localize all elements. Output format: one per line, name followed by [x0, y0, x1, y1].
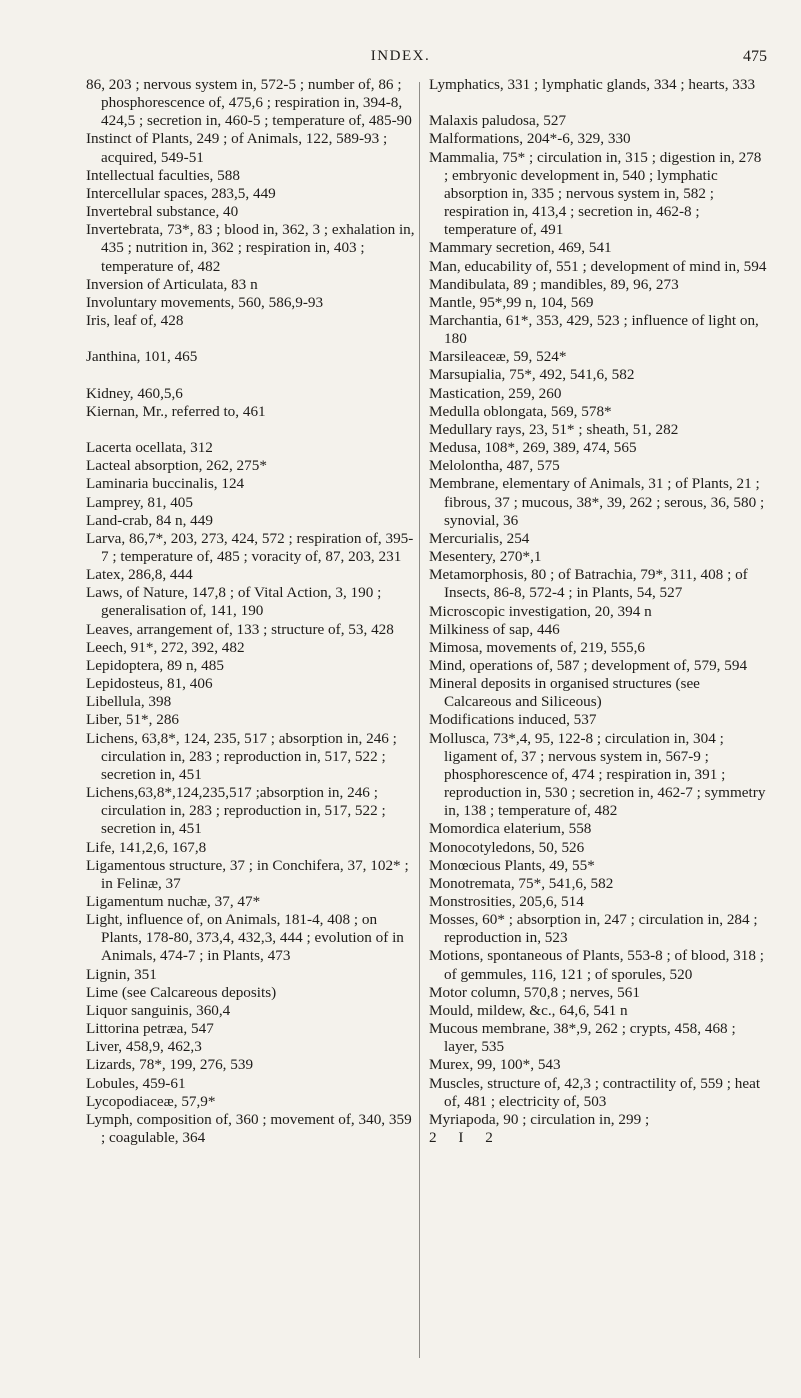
index-entry: Lymph, composition of, 360 ; movement of, 340, 359 ; coagulable, 364	[86, 1110, 412, 1147]
index-entry: Marsupialia, 75*, 492, 541,6, 582	[429, 366, 635, 384]
index-entry: Medullary rays, 23, 51* ; sheath, 51, 282	[429, 420, 679, 438]
index-entry: Kidney, 460,5,6	[86, 384, 183, 402]
index-column-left	[86, 76, 418, 1147]
index-entry: Mantle, 95*,99 n, 104, 569	[429, 293, 594, 311]
index-entry: Murex, 99, 100*, 543	[429, 1056, 561, 1074]
index-entry: Lymphatics, 331 ; lymphatic glands, 334 ; hearts, 333	[429, 76, 756, 93]
index-entry: Lichens,63,8*,124,235,517 ;absorption in, 246 ; circulation in, 283 ; reproduction in, 517, 522 ; secretion in, 451	[86, 784, 386, 838]
index-entry: Leaves, arrangement of, 133 ; structure of, 53, 428	[86, 620, 394, 638]
index-entry: Lime (see Calcareous deposits)	[86, 983, 277, 1001]
index-entry: Mercurialis, 254	[429, 529, 530, 547]
index-entry: Lizards, 78*, 199, 276, 539	[86, 1056, 254, 1074]
index-entry: Light, influence of, on Animals, 181-4, 408 ; on Plants, 178-80, 373,4, 432,3, 444 ; evolution of in Animals, 474-7 ; in Plants, 473	[86, 911, 404, 965]
index-entry: Lobules, 459-61	[86, 1074, 186, 1092]
index-entry: Monocotyledons, 50, 526	[429, 838, 585, 856]
index-entry: Laminaria buccinalis, 124	[86, 475, 245, 493]
index-entry: Microscopic investigation, 20, 394 n	[429, 602, 652, 620]
index-entry: Mould, mildew, &c., 64,6, 541 n	[429, 1001, 628, 1019]
page-header	[0, 48, 801, 72]
index-entry: Marsileaceæ, 59, 524*	[429, 348, 567, 366]
index-entry: Liver, 458,9, 462,3	[86, 1038, 202, 1056]
index-entry: Man, educability of, 551 ; development of mind in, 594	[429, 257, 767, 275]
index-entry: Modifications induced, 537	[429, 711, 597, 729]
index-entry: Momordica elaterium, 558	[429, 820, 592, 838]
index-entry: Liber, 51*, 286	[86, 711, 180, 729]
index-entry: Inversion of Articulata, 83 n	[86, 275, 258, 293]
index-entry: Metamorphosis, 80 ; of Batrachia, 79*, 311, 408 ; of Insects, 86-8, 572-4 ; in Plants, 54, 527	[429, 566, 748, 602]
index-entry: Lamprey, 81, 405	[86, 493, 193, 511]
index-entry: Janthina, 101, 465	[86, 348, 198, 366]
index-entry: Lepidoptera, 89 n, 485	[86, 656, 224, 674]
page-title: INDEX.	[370, 48, 431, 64]
index-entry: Involuntary movements, 560, 586,9-93	[86, 293, 324, 311]
index-entry: Membrane, elementary of Animals, 31 ; of Plants, 21 ; fibrous, 37 ; mucous, 38*, 39, 262 ; serous, 36, 580 ; synovial, 36	[429, 475, 765, 529]
index-entry: Larva, 86,7*, 203, 273, 424, 572 ; respiration of, 395-7 ; temperature of, 485 ; voracity of, 87, 203, 231	[86, 529, 414, 566]
index-entry: Kiernan, Mr., referred to, 461	[86, 402, 266, 420]
index-entry: Mastication, 259, 260	[429, 384, 562, 402]
index-entry: Melolontha, 487, 575	[429, 457, 560, 475]
index-entry: Intellectual faculties, 588	[86, 166, 240, 184]
index-entry: Latex, 286,8, 444	[86, 566, 193, 584]
index-entry: Mammalia, 75* ; circulation in, 315 ; digestion in, 278 ; embryonic development in, 540 ; lymphatic absorption in, 335 ; nervous system in, 582 ; respiration in, 413,4 ; secretion in, 462-8 ; temperature of, 491	[429, 148, 762, 239]
index-entry: Monotremata, 75*, 541,6, 582	[429, 874, 614, 892]
index-entry: Laws, of Nature, 147,8 ; of Vital Action, 3, 190 ; generalisation of, 141, 190	[86, 584, 382, 620]
index-entry: Mosses, 60* ; absorption in, 247 ; circulation in, 284 ; reproduction in, 523	[429, 911, 758, 947]
index-entry: Ligamentous structure, 37 ; in Conchifera, 37, 102* ; in Felinæ, 37	[86, 856, 409, 892]
index-entry: Lacteal absorption, 262, 275*	[86, 457, 267, 475]
index-entry: 86, 203 ; nervous system in, 572-5 ; number of, 86 ; phosphorescence of, 475,6 ; respiration in, 394-8, 424,5 ; secretion in, 460-5 ; temperature of, 485-90	[86, 76, 412, 130]
index-entry: Malformations, 204*-6, 329, 330	[429, 130, 631, 148]
index-entry: Mesentery, 270*,1	[429, 548, 542, 566]
index-entry: Lignin, 351	[86, 965, 157, 983]
index-entry: Monœcious Plants, 49, 55*	[429, 856, 595, 874]
signature-mark: 2 I 2	[429, 1129, 502, 1147]
index-entry: Motions, spontaneous of Plants, 553-8 ; of blood, 318 ; of gemmules, 116, 121 ; of sporules, 520	[429, 947, 764, 983]
index-entry: Myriapoda, 90 ; circulation in, 299 ;	[429, 1110, 650, 1128]
index-entry: Intercellular spaces, 283,5, 449	[86, 184, 276, 202]
index-entry: Lacerta ocellata, 312	[86, 439, 213, 457]
index-entry: Mammary secretion, 469, 541	[429, 239, 612, 257]
index-entry: Liquor sanguinis, 360,4	[86, 1001, 231, 1019]
index-entry: Invertebral substance, 40	[86, 203, 239, 221]
index-entry: Libellula, 398	[86, 693, 172, 711]
index-entry: Lycopodiaceæ, 57,9*	[86, 1092, 216, 1110]
index-entry: Mandibulata, 89 ; mandibles, 89, 96, 273	[429, 275, 679, 293]
index-entry: Invertebrata, 73*, 83 ; blood in, 362, 3 ; exhalation in, 435 ; nutrition in, 362 ; respiration in, 403 ; temperature of, 482	[86, 221, 415, 275]
index-entry: Iris, leaf of, 428	[86, 312, 184, 330]
index-entry: Leech, 91*, 272, 392, 482	[86, 638, 245, 656]
index-entry: Littorina petræa, 547	[86, 1020, 214, 1038]
index-entry: Motor column, 570,8 ; nerves, 561	[429, 983, 640, 1001]
index-entry: Lichens, 63,8*, 124, 235, 517 ; absorption in, 246 ; circulation in, 283 ; reproduction in, 517, 522 ; secretion in, 451	[86, 729, 397, 783]
index-column-right	[429, 76, 767, 1147]
index-entry: Ligamentum nuchæ, 37, 47*	[86, 892, 261, 910]
index-entry: Mind, operations of, 587 ; development of, 579, 594	[429, 656, 748, 674]
index-entry: Mollusca, 73*,4, 95, 122-8 ; circulation in, 304 ; ligament of, 37 ; nervous system in, 567-9 ; phosphorescence of, 474 ; respiration in, 391 ; reproduction in, 530 ; secretion in, 462-7 ; symmetry in, 138 ; temperature of, 482	[429, 729, 766, 820]
column-divider	[419, 82, 420, 1358]
index-entry: Medulla oblongata, 569, 578*	[429, 402, 612, 420]
index-entry: Instinct of Plants, 249 ; of Animals, 122, 589-93 ; acquired, 549-51	[86, 130, 388, 166]
index-entry: Medusa, 108*, 269, 389, 474, 565	[429, 439, 637, 457]
index-entry: Malaxis paludosa, 527	[429, 112, 567, 130]
index-entry: Monstrosities, 205,6, 514	[429, 893, 584, 911]
index-entry: Marchantia, 61*, 353, 429, 523 ; influence of light on, 180	[429, 312, 759, 348]
index-entry: Mineral deposits in organised structures (see Calcareous and Siliceous)	[429, 675, 700, 711]
page-number: 475	[743, 48, 767, 65]
index-entry: Milkiness of sap, 446	[429, 620, 560, 638]
index-entry: Life, 141,2,6, 167,8	[86, 838, 207, 856]
index-entry: Mimosa, movements of, 219, 555,6	[429, 638, 645, 656]
index-entry: Lepidosteus, 81, 406	[86, 675, 213, 693]
index-entry: Muscles, structure of, 42,3 ; contractility of, 559 ; heat of, 481 ; electricity of, 503	[429, 1074, 761, 1110]
index-entry: Mucous membrane, 38*,9, 262 ; crypts, 458, 468 ; layer, 535	[429, 1020, 736, 1056]
index-entry: Land-crab, 84 n, 449	[86, 511, 213, 529]
